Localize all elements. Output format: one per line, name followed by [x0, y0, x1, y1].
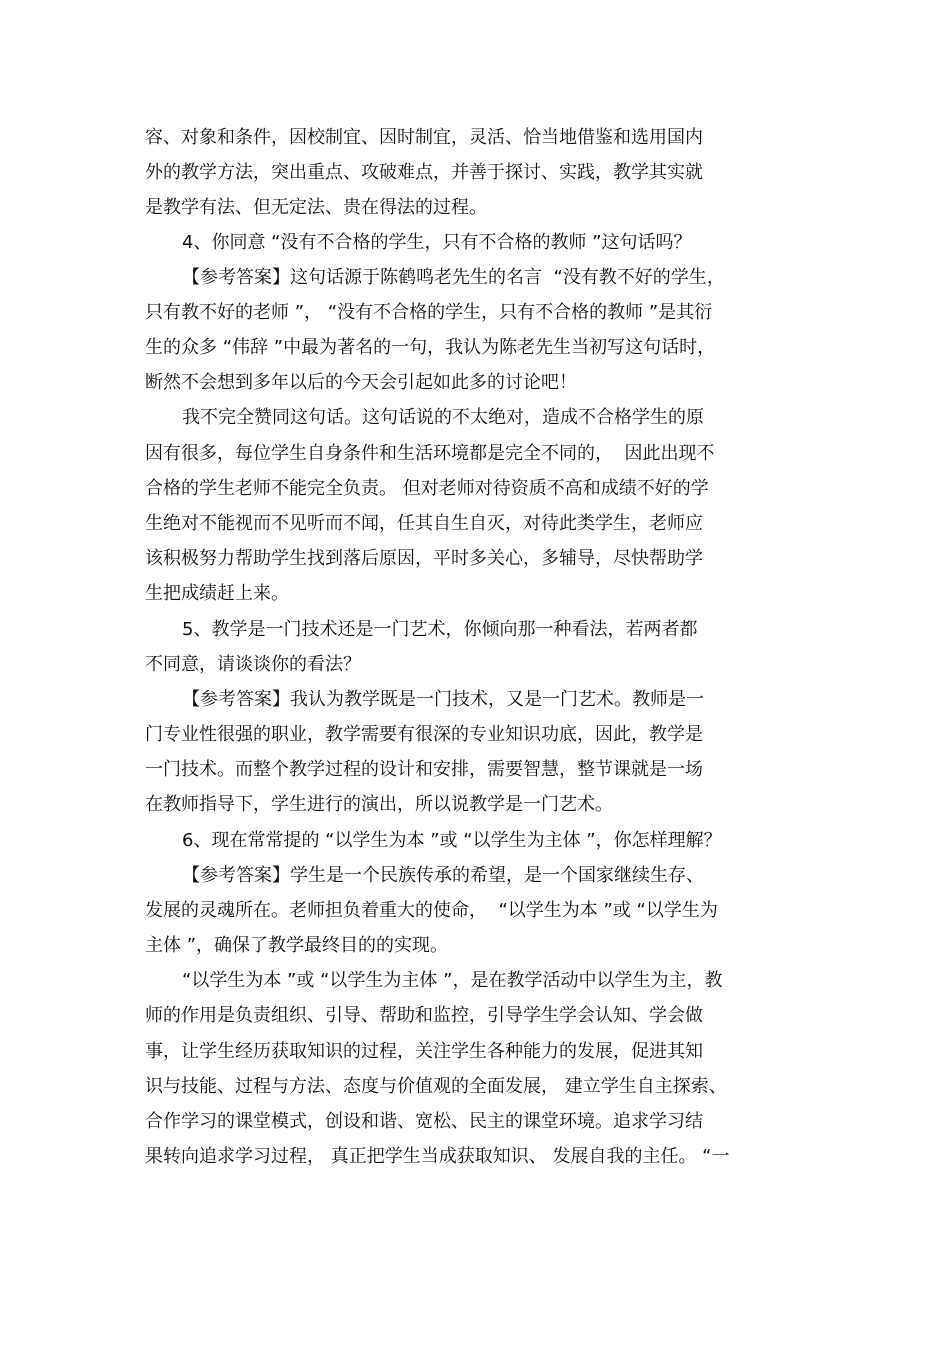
text-line: 在教师指导下，学生进行的演出，所以说教学是一门艺术。	[145, 794, 613, 815]
text-line: 事，让学生经历获取知识的过程，关注学生各种能力的发展，促进其知	[145, 1041, 703, 1062]
paragraph-start: “以学生为本 ”或 “以学生为主体 ”，是在教学活动中以学生为主，教	[182, 970, 723, 991]
answer-paragraph: 【参考答案】我认为教学既是一门技术，又是一门艺术。教师是一	[182, 689, 704, 710]
paragraph-start: 我不完全赞同这句话。这句话说的不太绝对，造成不合格学生的原	[182, 407, 704, 428]
question-heading: 4、你同意 “没有不合格的学生，只有不合格的教师 ”这句话吗？	[182, 232, 692, 253]
question-heading: 5、教学是一门技术还是一门艺术，你倾向那一种看法，若两者都	[182, 619, 698, 640]
text-line: 外的教学方法，突出重点、攻破难点，并善于探讨、实践，教学其实就	[145, 162, 703, 183]
text-line: 断然不会想到多年以后的今天会引起如此多的讨论吧！	[145, 372, 577, 393]
question-heading: 6、现在常常提的 “以学生为本 ”或 “以学生为主体 ”，你怎样理解？	[182, 830, 722, 851]
text-line: 合格的学生老师不能完全负责。 但对老师对待资质不高和成绩不好的学	[145, 478, 709, 499]
text-line: 因有很多，每位学生自身条件和生活环境都是完全不同的， 因此出现不	[145, 443, 715, 464]
text-line: 门专业性很强的职业，教学需要有很深的专业知识功底，因此，教学是	[145, 724, 703, 745]
answer-paragraph: 【参考答案】这句话源于陈鹤鸣老先生的名言 “没有教不好的学生，	[182, 267, 725, 288]
text-line: 生的众多 “伟辞 ”中最为著名的一句，我认为陈老先生当初写这句话时，	[145, 337, 716, 358]
text-line: 只有教不好的老师 ”， “没有不合格的学生，只有不合格的教师 ”是其衍	[145, 302, 713, 323]
text-line: 生把成绩赶上来。	[145, 583, 289, 604]
text-line: 生绝对不能视而不见听而不闻，任其自生自灭，对待此类学生，老师应	[145, 513, 703, 534]
text-line: 该积极努力帮助学生找到落后原因，平时多关心，多辅导，尽快帮助学	[145, 548, 703, 569]
text-line: 不同意，请谈谈你的看法？	[145, 654, 361, 675]
text-line: 主体 ”，确保了教学最终目的的实现。	[145, 935, 449, 956]
text-line: 合作学习的课堂模式，创设和谐、宽松、民主的课堂环境。追求学习结	[145, 1111, 703, 1132]
text-line: 是教学有法、但无定法、贵在得法的过程。	[145, 197, 487, 218]
text-line: 果转向追求学习过程， 真正把学生当成获取知识、 发展自我的主任。 “一	[145, 1146, 730, 1167]
text-line: 容、对象和条件，因校制宜、因时制宜，灵活、恰当地借鉴和选用国内	[145, 127, 703, 148]
text-line: 师的作用是负责组织、引导、帮助和监控，引导学生学会认知、学会做	[145, 1005, 703, 1026]
answer-paragraph: 【参考答案】学生是一个民族传承的希望，是一个国家继续生存、	[182, 865, 704, 886]
text-line: 发展的灵魂所在。老师担负着重大的使命， “以学生为本 ”或 “以学生为	[145, 900, 718, 921]
text-line: 识与技能、过程与方法、态度与价值观的全面发展， 建立学生自主探索、	[145, 1076, 727, 1097]
text-line: 一门技术。而整个教学过程的设计和安排，需要智慧，整节课就是一场	[145, 759, 703, 780]
